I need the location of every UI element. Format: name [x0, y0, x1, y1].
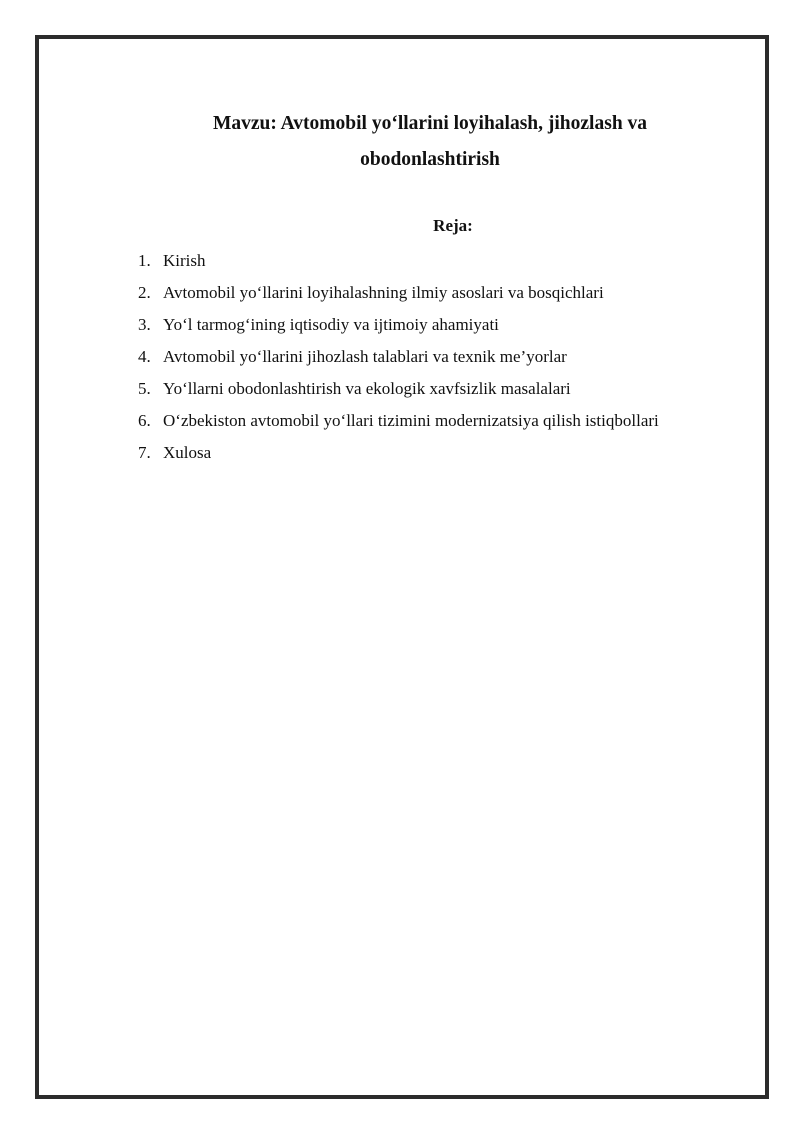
plan-item-number: 4. [138, 347, 151, 366]
plan-item-text: Kirish [163, 251, 206, 270]
page-title [70, 106, 790, 178]
plan-heading: Reja: [433, 216, 473, 235]
plan-item-text: Avtomobil yo‘llarini jihozlash talablari va texnik me’yorlar [163, 347, 567, 366]
plan-item-number: 7. [138, 443, 151, 462]
plan-list-item [138, 277, 659, 309]
plan-item-number: 3. [138, 315, 151, 334]
plan-list [138, 245, 659, 469]
plan-list-item [138, 437, 659, 469]
plan-list-item [138, 245, 659, 277]
plan-item-number: 5. [138, 379, 151, 398]
plan-item-text: Xulosa [163, 443, 212, 462]
plan-item-number: 6. [138, 411, 151, 430]
plan-item-text: Avtomobil yo‘llarini loyihalashning ilmiy asoslari va bosqichlari [163, 283, 604, 302]
page-title-line-2: obodonlashtirish [360, 149, 500, 170]
plan-list-item [138, 405, 659, 437]
plan-item-number: 1. [138, 251, 151, 270]
plan-item-text: O‘zbekiston avtomobil yo‘llari tizimini modernizatsiya qilish istiqbollari [163, 411, 659, 430]
page-border-frame [35, 35, 769, 1099]
plan-item-text: Yo‘l tarmog‘ining iqtisodiy va ijtimoiy ahamiyati [163, 315, 499, 334]
plan-item-number: 2. [138, 283, 151, 302]
plan-list-item [138, 309, 659, 341]
plan-list-item [138, 373, 659, 405]
page-title-line-1: Mavzu: Avtomobil yo‘llarini loyihalash, jihozlash va [212, 113, 648, 134]
plan-item-text: Yo‘llarni obodonlashtirish va ekologik xavfsizlik masalalari [163, 379, 571, 398]
plan-list-item [138, 341, 659, 373]
